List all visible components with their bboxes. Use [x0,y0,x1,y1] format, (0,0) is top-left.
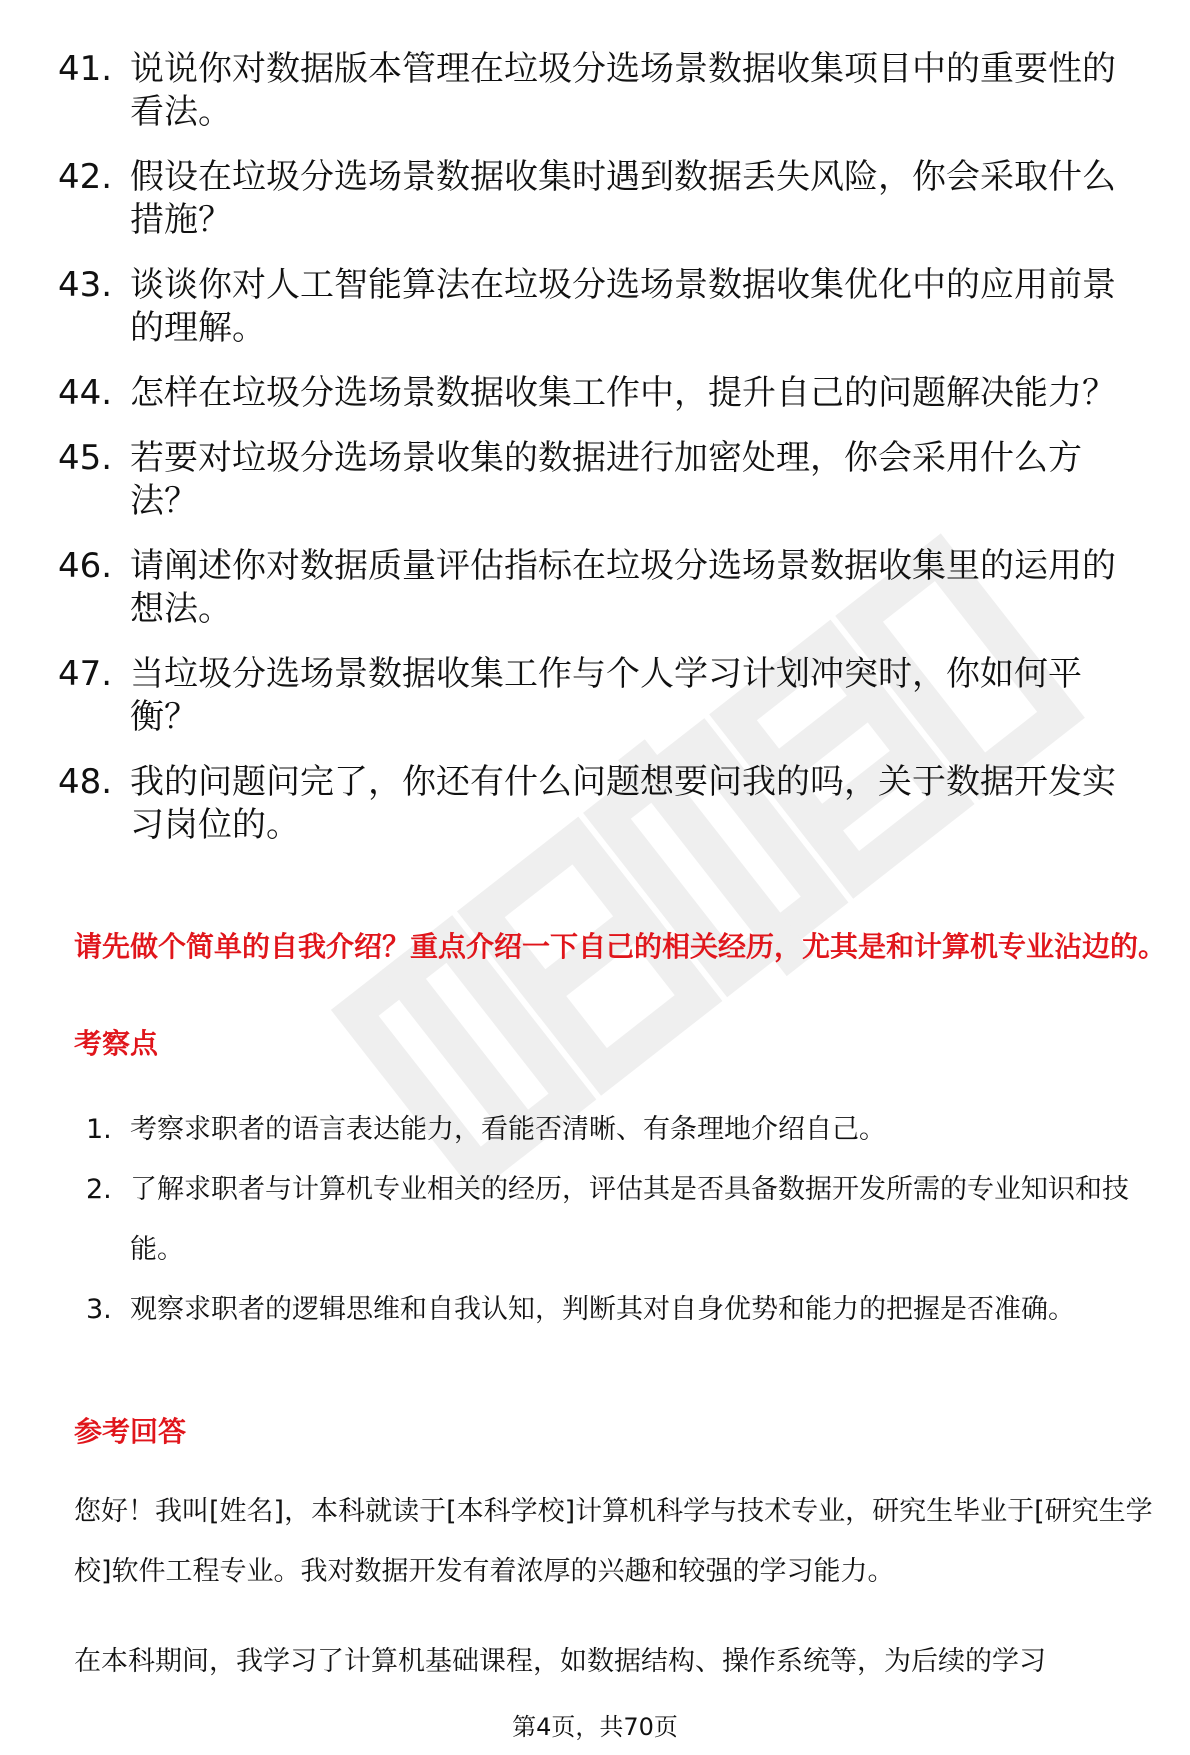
answer-paragraph: 在本科期间，我学习了计算机基础课程，如数据结构、操作系统等，为后续的学习 [74,1646,1046,1677]
question-text: 假设在垃圾分选场景数据收集时遇到数据丢失风险，你会采取什么措施？ [130,157,1116,240]
question-text: 谈谈你对人工智能算法在垃圾分选场景数据收集优化中的应用前景的理解。 [130,265,1116,348]
exam-points-list [86,1100,1166,1340]
exam-point-item [86,1160,1166,1280]
question-text: 若要对垃圾分选场景收集的数据进行加密处理，你会采用什么方法？ [130,438,1082,521]
question-item [58,761,1148,847]
highlight-question: 请先做个简单的自我介绍？重点介绍一下自己的相关经历，尤其是和计算机专业沾边的。 [74,930,1167,963]
exam-point-number: 1. [86,1114,112,1145]
question-text: 怎样在垃圾分选场景数据收集工作中，提升自己的问题解决能力？ [130,373,1116,413]
exam-point-item [86,1280,1166,1340]
question-item [58,545,1148,631]
question-number: 45. [58,438,113,478]
question-number: 48. [58,762,113,802]
question-text: 说说你对数据版本管理在垃圾分选场景数据收集项目中的重要性的看法。 [130,49,1116,132]
exam-point-text: 观察求职者的逻辑思维和自我认知，判断其对自身优势和能力的把握是否准确。 [130,1294,1075,1325]
question-text: 当垃圾分选场景数据收集工作与个人学习计划冲突时，你如何平衡？ [130,654,1082,737]
question-number: 47. [58,654,113,694]
question-number: 43. [58,265,113,305]
question-item [58,372,1148,415]
question-item [58,156,1148,242]
question-number: 44. [58,373,113,413]
question-number: 46. [58,546,113,586]
question-item [58,48,1148,134]
question-item [58,437,1148,523]
question-item [58,264,1148,350]
exam-point-item [86,1100,1166,1160]
exam-point-number: 2. [86,1174,112,1205]
question-text: 我的问题问完了，你还有什么问题想要问我的吗，关于数据开发实习岗位的。 [130,762,1116,845]
exam-point-text: 了解求职者与计算机专业相关的经历，评估其是否具备数据开发所需的专业知识和技能。 [130,1174,1129,1265]
question-number: 42. [58,157,113,197]
exam-points-heading: 考察点 [74,1027,159,1060]
question-text: 请阐述你对数据质量评估指标在垃圾分选场景数据收集里的运用的想法。 [130,546,1116,629]
question-list [58,48,1148,869]
question-number: 41. [58,49,113,89]
exam-point-number: 3. [86,1294,112,1325]
exam-point-text: 考察求职者的语言表达能力，看能否清晰、有条理地介绍自己。 [130,1114,886,1145]
answer-paragraph: 您好！我叫[姓名]，本科就读于[本科学校]计算机科学与技术专业，研究生毕业于[研究生学校]软件工程专业。我对数据开发有着浓厚的兴趣和较强的学习能力。 [74,1496,1153,1587]
page-footer: 第4页，共70页 [512,1713,678,1741]
question-item [58,653,1148,739]
reference-answer-heading: 参考回答 [74,1415,187,1448]
